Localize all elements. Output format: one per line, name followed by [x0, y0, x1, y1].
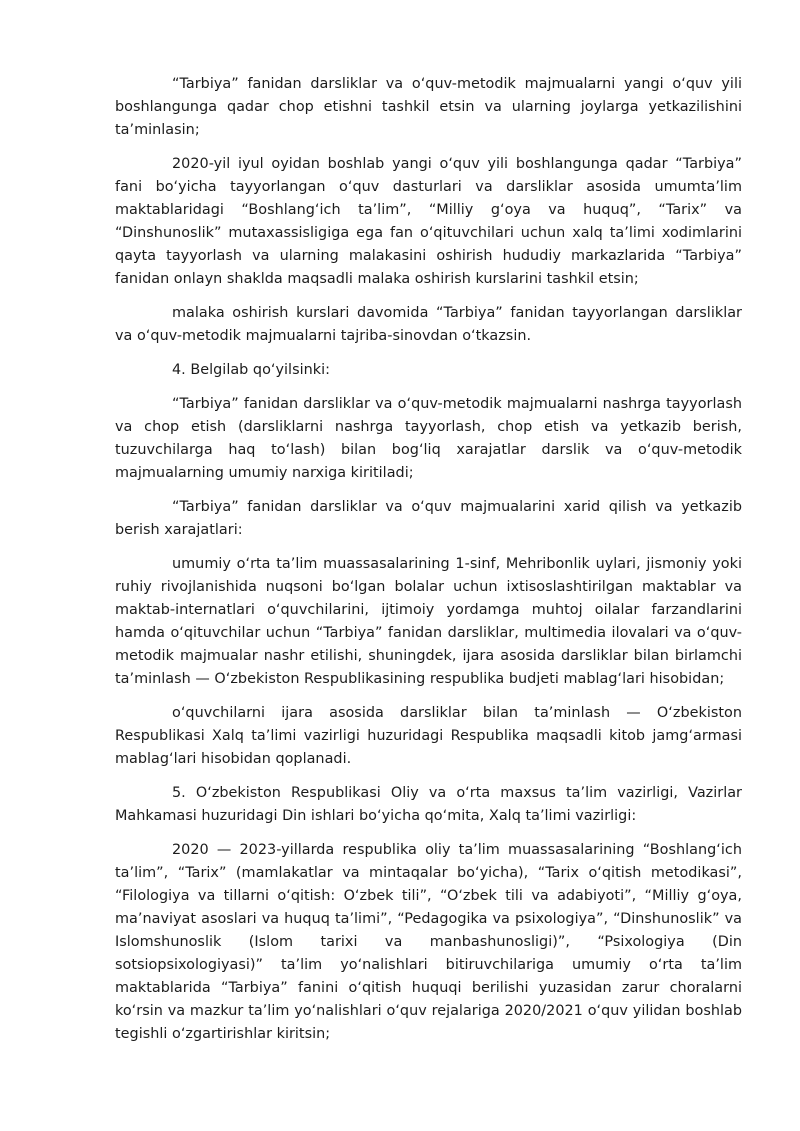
paragraph-procurement-costs: “Tarbiya” fanidan darsliklar va o‘quv majmualarini xarid qilish va yetkazib berish xarajatlari:: [115, 499, 742, 538]
paragraph-publishing-costs: “Tarbiya” fanidan darsliklar va o‘quv-metodik majmualarni nashrga tayyorlash va chop etish (darsliklarni nashrga tayyorlash, chop etish va yetkazib berish, tuzuvchilarga haq to‘lash) bilan bog‘liq xarajatlar darslik va o‘quv-metodik majmualarning umumiy narxiga kiritiladi;: [115, 396, 742, 481]
paragraph-pilot-testing: malaka oshirish kurslari davomida “Tarbiya” fanidan tayyorlangan darsliklar va o‘quv-metodik majmualarni tajriba-sinovdan o‘tkazsin.: [115, 305, 742, 344]
section-heading-4: 4. Belgilab qo‘yilsinki:: [172, 362, 330, 378]
section-heading-5: 5. O‘zbekiston Respublikasi Oliy va o‘rta maxsus ta’lim vazirligi, Vazirlar Mahkamasi huzuridagi Din ishlari bo‘yicha qo‘mita, Xalq ta’limi vazirligi:: [115, 785, 742, 824]
paragraph-state-budget-funding: umumiy o‘rta ta’lim muassasalarining 1-sinf, Mehribonlik uylari, jismoniy yoki ruhiy rivojlanishida nuqsoni bo‘lgan bolalar uchun ixtisoslashtirilgan maktablar va maktab-internatlari o‘quvchilarini, ijtimoiy yordamga muhtoj oilalar farzandlarini hamda o‘qituvchilar uchun “Tarbiya” fanidan darsliklar, multimedia ilovalari va o‘quv-metodik majmualar nashr etilishi, shuningdek, ijara asosida darsliklar bilan birlamchi ta’minlash — O‘zbekiston Respublikasining respublika budjeti mablag‘lari hisobidan;: [115, 556, 742, 687]
document-page: [115, 73, 742, 1046]
paragraph-rental-textbooks: o‘quvchilarni ijara asosida darsliklar bilan ta’minlash — O‘zbekiston Respublikasi Xalq ta’limi vazirligi huzuridagi Respublika maqsadli kitob jamg‘armasi mablag‘lari hisobidan qoplanadi.: [115, 705, 742, 767]
paragraph-teaching-rights: 2020 — 2023-yillarda respublika oliy ta’lim muassasalarining “Boshlang‘ich ta’lim”, “Tarix” (mamlakatlar va mintaqalar bo‘yicha), “Tarix o‘qitish metodikasi”, “Filologiya va tillarni o‘qitish: O‘zbek tili”, “O‘zbek tili va adabiyoti”, “Milliy g‘oya, ma’naviyat asoslari va huquq ta’limi”, “Pedagogika va psixologiya”, “Dinshunoslik” va Islomshunoslik (Islom tarixi va manbashunosligi)”, “Psixologiya (Din sotsiopsixologiyasi)” ta’lim yo‘nalishlari bitiruvchilariga umumiy o‘rta ta’lim maktablarida “Tarbiya” fanini o‘qitish huquqi berilishi yuzasidan zarur choralarni ko‘rsin va mazkur ta’lim yo‘nalishlari o‘quv rejalariga 2020/2021 o‘quv yilidan boshlab tegishli o‘zgartirishlar kiritsin;: [115, 842, 742, 1042]
paragraph-online-training-courses: 2020-yil iyul oyidan boshlab yangi o‘quv yili boshlangunga qadar “Tarbiya” fani bo‘yicha tayyorlangan o‘quv dasturlari va darsliklar asosida umumta’lim maktablaridagi “Boshlang‘ich ta’lim”, “Milliy g‘oya va huquq”, “Tarix” va “Dinshunoslik” mutaxassisligiga ega fan o‘qituvchilari uchun xalq ta’limi xodimlarini qayta tayyorlash va ularning malakasini oshirish hududiy markazlarida “Tarbiya” fanidan onlayn shaklda maqsadli malaka oshirish kurslarini tashkil etsin;: [115, 156, 742, 287]
paragraph-textbook-printing: “Tarbiya” fanidan darsliklar va o‘quv-metodik majmualarni yangi o‘quv yili boshlangunga qadar chop etishni tashkil etsin va ularning joylarga yetkazilishini ta’minlasin;: [115, 76, 742, 138]
